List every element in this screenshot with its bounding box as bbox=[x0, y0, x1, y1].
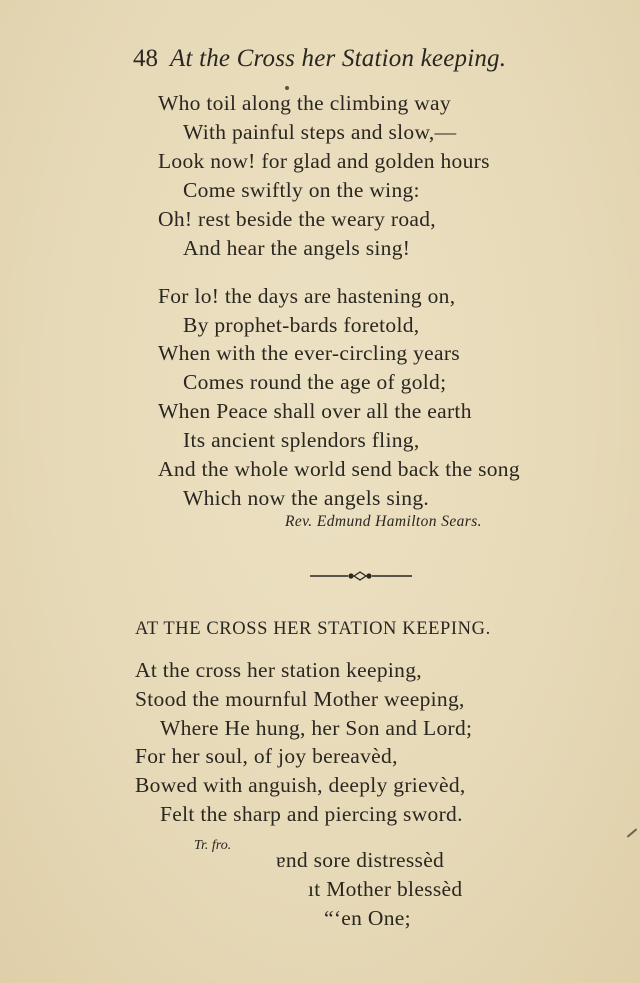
verse-line: Who toil along the climbing way bbox=[158, 91, 451, 115]
margin-mark bbox=[627, 828, 637, 837]
verse-line: Where He hung, her Son and Lord; bbox=[160, 716, 473, 740]
verse-line-partial: “‘en One; bbox=[324, 906, 411, 930]
verse-line: For her soul, of joy bereavèd, bbox=[135, 744, 398, 768]
verse-line: When with the ever-circling years bbox=[158, 341, 460, 365]
verse-line: Look now! for glad and golden hours bbox=[158, 149, 490, 173]
verse-line: Oh! rest beside the weary road, bbox=[158, 207, 436, 231]
section-divider-ornament bbox=[308, 569, 414, 583]
author-attribution: Rev. Edmund Hamilton Sears. bbox=[285, 513, 482, 530]
running-head-title: At the Cross her Station keeping. bbox=[170, 45, 507, 72]
verse-line: For lo! the days are hastening on, bbox=[158, 284, 456, 308]
verse-line: Comes round the age of gold; bbox=[183, 370, 447, 394]
verse-line: And hear the angels sing! bbox=[183, 236, 411, 260]
verse-line: Its ancient splendors fling, bbox=[183, 428, 420, 452]
verse-line: At the cross her station keeping, bbox=[135, 658, 422, 682]
verse-line: Bowed with anguish, deeply grievèd, bbox=[135, 773, 466, 797]
verse-line: And the whole world send back the song bbox=[158, 457, 520, 481]
verse-line: Felt the sharp and piercing sword. bbox=[160, 802, 463, 826]
verse-line: When Peace shall over all the earth bbox=[158, 399, 472, 423]
verse-line: Which now the angels sing. bbox=[183, 486, 430, 510]
verse-line: Stood the mournful Mother weeping, bbox=[135, 687, 465, 711]
verse-line: Come swiftly on the wing: bbox=[183, 178, 420, 202]
verse-line: By prophet-bards foretold, bbox=[183, 313, 420, 337]
page-number: 48 bbox=[133, 45, 158, 72]
verse-line-partial: ıt Mother blessèd bbox=[308, 877, 463, 901]
verse-line: With painful steps and slow,— bbox=[183, 120, 457, 144]
verse-line-partial: ɐnd sore distressèd bbox=[276, 848, 445, 872]
running-head bbox=[133, 44, 573, 74]
hymn-title: AT THE CROSS HER STATION KEEPING. bbox=[135, 619, 491, 639]
translator-note: Tr. fro. bbox=[194, 838, 232, 853]
